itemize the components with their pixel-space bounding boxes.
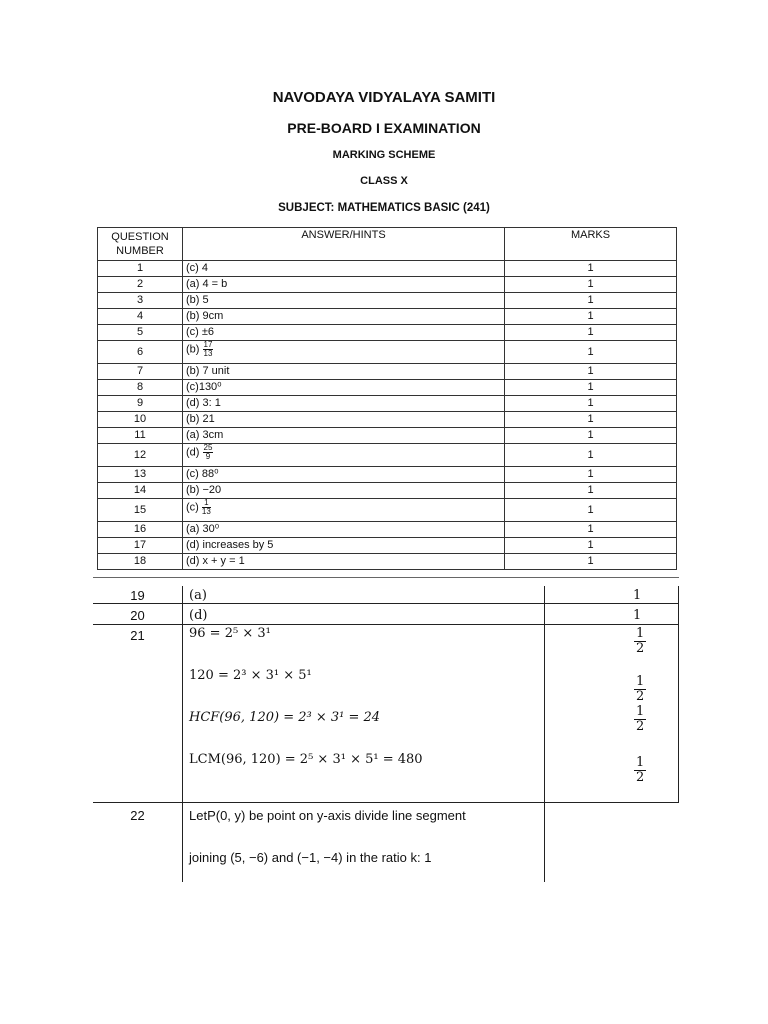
answer-fraction: $\frac{1}{13}$ bbox=[201, 498, 211, 516]
q21-line-4: LCM(96, 120) = 2⁵ × 3¹ × 5¹ = 480 bbox=[189, 752, 423, 767]
table-row bbox=[98, 293, 677, 309]
marks: 1 bbox=[505, 444, 677, 467]
question-number: 5 bbox=[98, 325, 183, 341]
answer-table-continued bbox=[93, 586, 679, 882]
table-row bbox=[98, 364, 677, 380]
q20-marks: 1 bbox=[633, 608, 642, 623]
marks: 1 bbox=[505, 293, 677, 309]
q21-line-1: 96 = 2⁵ × 3¹ bbox=[189, 626, 271, 641]
answer-hint: (d) increases by 5 bbox=[183, 538, 505, 554]
answer-hint: (c) ±6 bbox=[183, 325, 505, 341]
q21-line-3: HCF(96, 120) = 2³ × 3¹ = 24 bbox=[189, 710, 381, 725]
question-number: 9 bbox=[98, 396, 183, 412]
table-row bbox=[98, 538, 677, 554]
question-number: 15 bbox=[98, 499, 183, 522]
marks: 1 bbox=[505, 499, 677, 522]
table-row bbox=[98, 261, 677, 277]
q21-line-2: 120 = 2³ × 3¹ × 5¹ bbox=[189, 668, 312, 683]
question-number: 13 bbox=[98, 467, 183, 483]
question-number: 4 bbox=[98, 309, 183, 325]
q20-number: 20 bbox=[130, 608, 145, 623]
answer-hint: (d) 3: 1 bbox=[183, 396, 505, 412]
answer-hint: (b) 7 unit bbox=[183, 364, 505, 380]
table-row bbox=[98, 522, 677, 538]
table-row bbox=[98, 412, 677, 428]
answer-hint: (a) 4 = b bbox=[183, 277, 505, 293]
q19-number: 19 bbox=[130, 588, 145, 603]
marks: 1 bbox=[505, 538, 677, 554]
table-row bbox=[98, 309, 677, 325]
q19-marks: 1 bbox=[633, 588, 642, 603]
table-row bbox=[98, 325, 677, 341]
question-number: 2 bbox=[98, 277, 183, 293]
question-number: 8 bbox=[98, 380, 183, 396]
class-title: CLASS X bbox=[360, 175, 408, 187]
answer-option: (d) bbox=[186, 446, 200, 459]
q21-mark-1: $\frac{1}{2}$ bbox=[636, 626, 645, 656]
question-number: 7 bbox=[98, 364, 183, 380]
marks: 1 bbox=[505, 309, 677, 325]
question-number: 6 bbox=[98, 341, 183, 364]
doc-title: MARKING SCHEME bbox=[332, 149, 436, 161]
marks: 1 bbox=[505, 325, 677, 341]
table-row bbox=[98, 341, 677, 364]
page-cut-line bbox=[93, 577, 679, 578]
question-number: 11 bbox=[98, 428, 183, 444]
table-row bbox=[98, 554, 677, 570]
answer-fraction: $\frac{25}{9}$ bbox=[203, 443, 213, 461]
answer-option: (b) bbox=[186, 343, 200, 356]
q22-line-1: LetP(0, y) be point on y-axis divide line segment bbox=[189, 808, 466, 823]
answer-hint: (c) 4 bbox=[183, 261, 505, 277]
marks: 1 bbox=[505, 396, 677, 412]
answer-option: (c) bbox=[186, 501, 199, 514]
question-number: 12 bbox=[98, 444, 183, 467]
answer-hint bbox=[183, 341, 505, 364]
q21-mark-4: $\frac{1}{2}$ bbox=[636, 755, 645, 785]
exam-title: PRE-BOARD I EXAMINATION bbox=[287, 120, 481, 136]
marks: 1 bbox=[505, 467, 677, 483]
q19-answer: (a) bbox=[189, 588, 207, 603]
answer-hint: (b) 5 bbox=[183, 293, 505, 309]
subject-title: SUBJECT: MATHEMATICS BASIC (241) bbox=[278, 202, 490, 214]
marks: 1 bbox=[505, 380, 677, 396]
answer-fraction: $\frac{17}{13}$ bbox=[203, 340, 213, 358]
col-answer-hints: ANSWER/HINTS bbox=[183, 228, 505, 261]
table-row bbox=[98, 277, 677, 293]
q20-answer: (d) bbox=[189, 608, 208, 623]
table-row bbox=[98, 380, 677, 396]
answer-hint: (b) −20 bbox=[183, 483, 505, 499]
col-question-number: QUESTION NUMBER bbox=[98, 228, 183, 261]
marks: 1 bbox=[505, 277, 677, 293]
marks: 1 bbox=[505, 261, 677, 277]
marks: 1 bbox=[505, 341, 677, 364]
table-row bbox=[98, 499, 677, 522]
question-number: 14 bbox=[98, 483, 183, 499]
q21-number: 21 bbox=[130, 628, 145, 643]
q21-mark-3: $\frac{1}{2}$ bbox=[636, 704, 645, 734]
question-number: 1 bbox=[98, 261, 183, 277]
table-row bbox=[98, 483, 677, 499]
table-row bbox=[98, 444, 677, 467]
q22-number: 22 bbox=[130, 808, 145, 823]
org-title: NAVODAYA VIDYALAYA SAMITI bbox=[272, 89, 496, 106]
answer-hint: (b) 21 bbox=[183, 412, 505, 428]
answer-hint bbox=[183, 444, 505, 467]
marks: 1 bbox=[505, 522, 677, 538]
table-row bbox=[98, 396, 677, 412]
question-number: 17 bbox=[98, 538, 183, 554]
marks: 1 bbox=[505, 364, 677, 380]
answer-hint: (b) 9cm bbox=[183, 309, 505, 325]
answer-hint: (c)130⁰ bbox=[183, 380, 505, 396]
marks: 1 bbox=[505, 412, 677, 428]
marks: 1 bbox=[505, 428, 677, 444]
table-row bbox=[98, 428, 677, 444]
answer-hint: (a) 3cm bbox=[183, 428, 505, 444]
answer-hint: (c) 88⁰ bbox=[183, 467, 505, 483]
answer-table bbox=[97, 227, 677, 570]
answer-hint bbox=[183, 499, 505, 522]
marks: 1 bbox=[505, 483, 677, 499]
q21-mark-2: $\frac{1}{2}$ bbox=[636, 674, 645, 704]
question-number: 18 bbox=[98, 554, 183, 570]
q22-line-2: joining (5, −6) and (−1, −4) in the ratio k: 1 bbox=[189, 850, 432, 865]
answer-hint: (a) 30⁰ bbox=[183, 522, 505, 538]
question-number: 16 bbox=[98, 522, 183, 538]
table-row bbox=[98, 467, 677, 483]
marks: 1 bbox=[505, 554, 677, 570]
col-marks: MARKS bbox=[505, 228, 677, 261]
question-number: 10 bbox=[98, 412, 183, 428]
question-number: 3 bbox=[98, 293, 183, 309]
answer-hint: (d) x + y = 1 bbox=[183, 554, 505, 570]
